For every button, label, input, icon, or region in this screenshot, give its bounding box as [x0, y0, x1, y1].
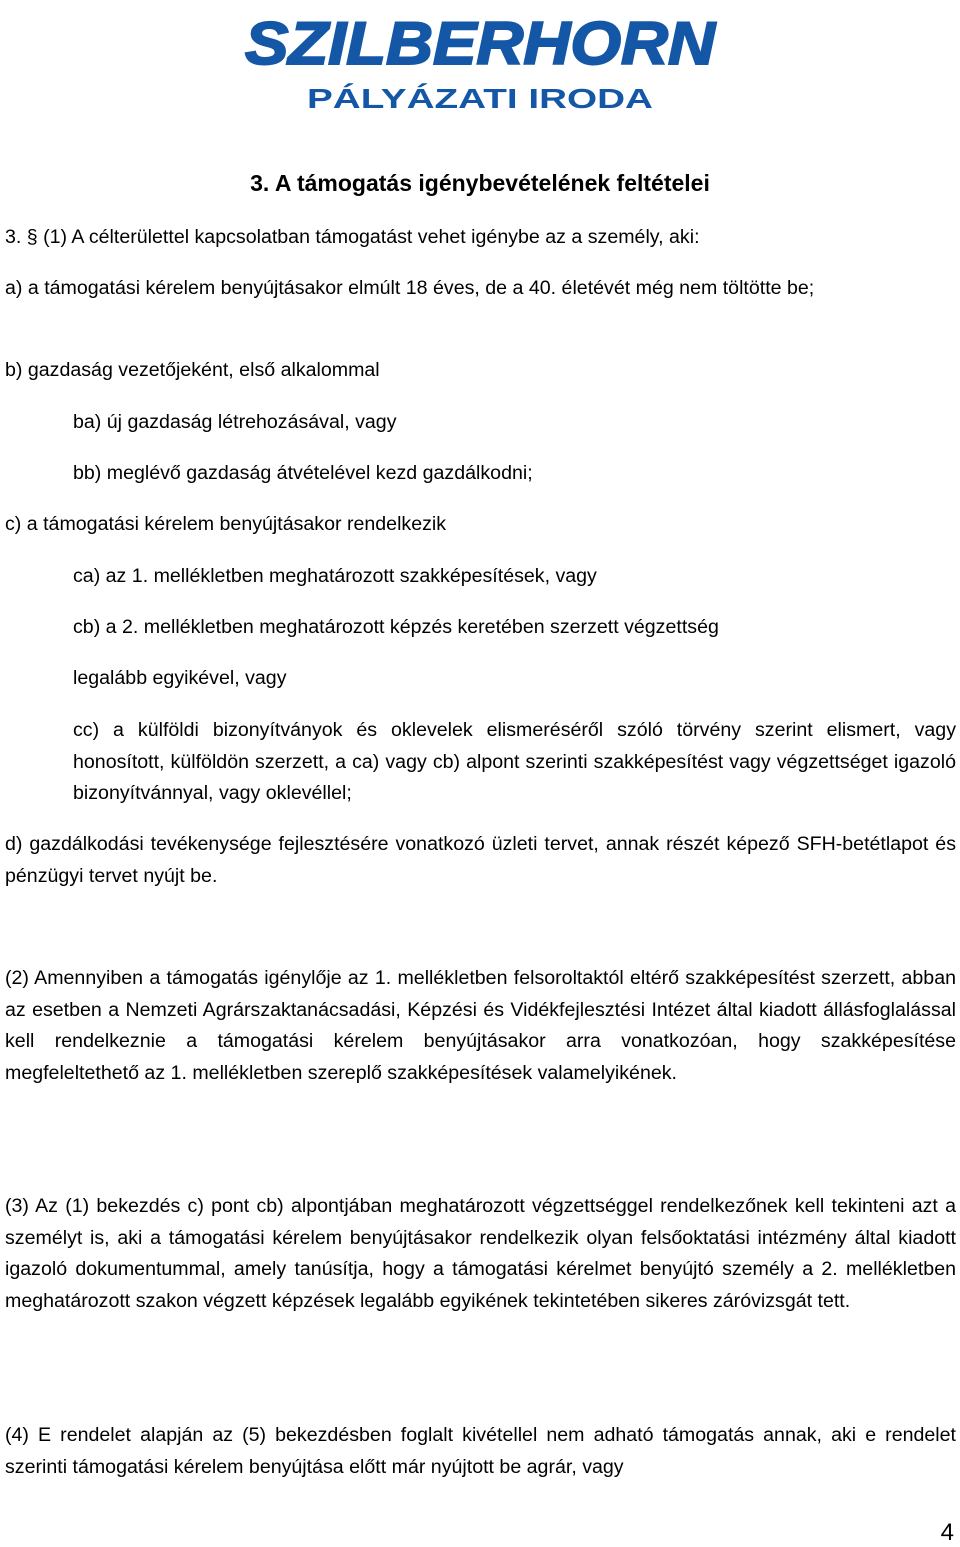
section-heading: 3. A támogatás igénybevételének feltételei	[250, 170, 710, 196]
paragraph-2: (2) Amennyiben a támogatás igénylője az 1. mellékletben felsoroltaktól eltérő szakképesítést szerzett, abban az esetben a Nemzeti Agrárszaktanácsadási, Képzési és Vidékfejlesztési Intézet által kiadott állásfoglalással kell rendelkeznie a támogatási kérelem benyújtásakor arra vonatkozóan, hogy szakképesítése megfeleltethető az 1. mellékletben szereplő szakképesítések valamelyikének.	[5, 967, 956, 1084]
paragraph-3: (3) Az (1) bekezdés c) pont cb) alpontjában meghatározott végzettséggel rendelkezőnek kell tekinteni azt a személyt is, aki a támogatási kérelem benyújtásakor rendelkezik olyan felsőoktatási intézmény által kiadott igazoló dokumentummal, amely tanúsítja, hogy a támogatási kérelmet benyújtó személy a 2. mellékletben meghatározott szakon végzett képzések legalább egyikének tekintetében sikeres záróvizsgát tett.	[5, 1195, 956, 1312]
paragraph-1: 3. § (1) A célterülettel kapcsolatban támogatást vehet igénybe az a személy, aki:	[5, 226, 700, 248]
point-ca: ca) az 1. mellékletben meghatározott szakképesítések, vagy	[73, 565, 597, 587]
point-d: d) gazdálkodási tevékenysége fejlesztésére vonatkozó üzleti tervet, annak részét képező SFH-betétlapot és pénzügyi tervet nyújt be.	[5, 833, 956, 887]
point-a: a) a támogatási kérelem benyújtásakor elmúlt 18 éves, de a 40. életévét még nem töltötte be;	[5, 277, 815, 299]
szilberhorn-logo	[238, 6, 722, 114]
point-ba: ba) új gazdaság létrehozásával, vagy	[73, 411, 397, 433]
point-cb: cb) a 2. mellékletben meghatározott képzés keretében szerzett végzettség	[73, 616, 719, 638]
logo-graphic	[238, 6, 722, 114]
point-cb-continued: legalább egyikével, vagy	[73, 667, 287, 689]
point-b: b) gazdaság vezetőjeként, első alkalommal	[5, 359, 380, 381]
point-cc: cc) a külföldi bizonyítványok és oklevelek elismeréséről szóló törvény szerint elismert, vagy honosított, külföldön szerzett, a ca) vagy cb) alpont szerinti szakképesítést vagy végzettséget igazoló bizonyítvánnyal, vagy oklevéllel;	[73, 719, 956, 804]
paragraph-4: (4) E rendelet alapján az (5) bekezdésben foglalt kivétellel nem adható támogatás annak, aki e rendelet szerinti támogatási kérelem benyújtása előtt már nyújtott be agrár, vagy	[5, 1424, 956, 1478]
point-c: c) a támogatási kérelem benyújtásakor rendelkezik	[5, 513, 447, 535]
logo-line2: PÁLYÁZATI IRODA	[307, 83, 653, 114]
logo-line1: SZILBERHORN	[245, 10, 717, 77]
page-number: 4	[940, 1519, 954, 1546]
point-bb: bb) meglévő gazdaság átvételével kezd gazdálkodni;	[73, 462, 533, 484]
